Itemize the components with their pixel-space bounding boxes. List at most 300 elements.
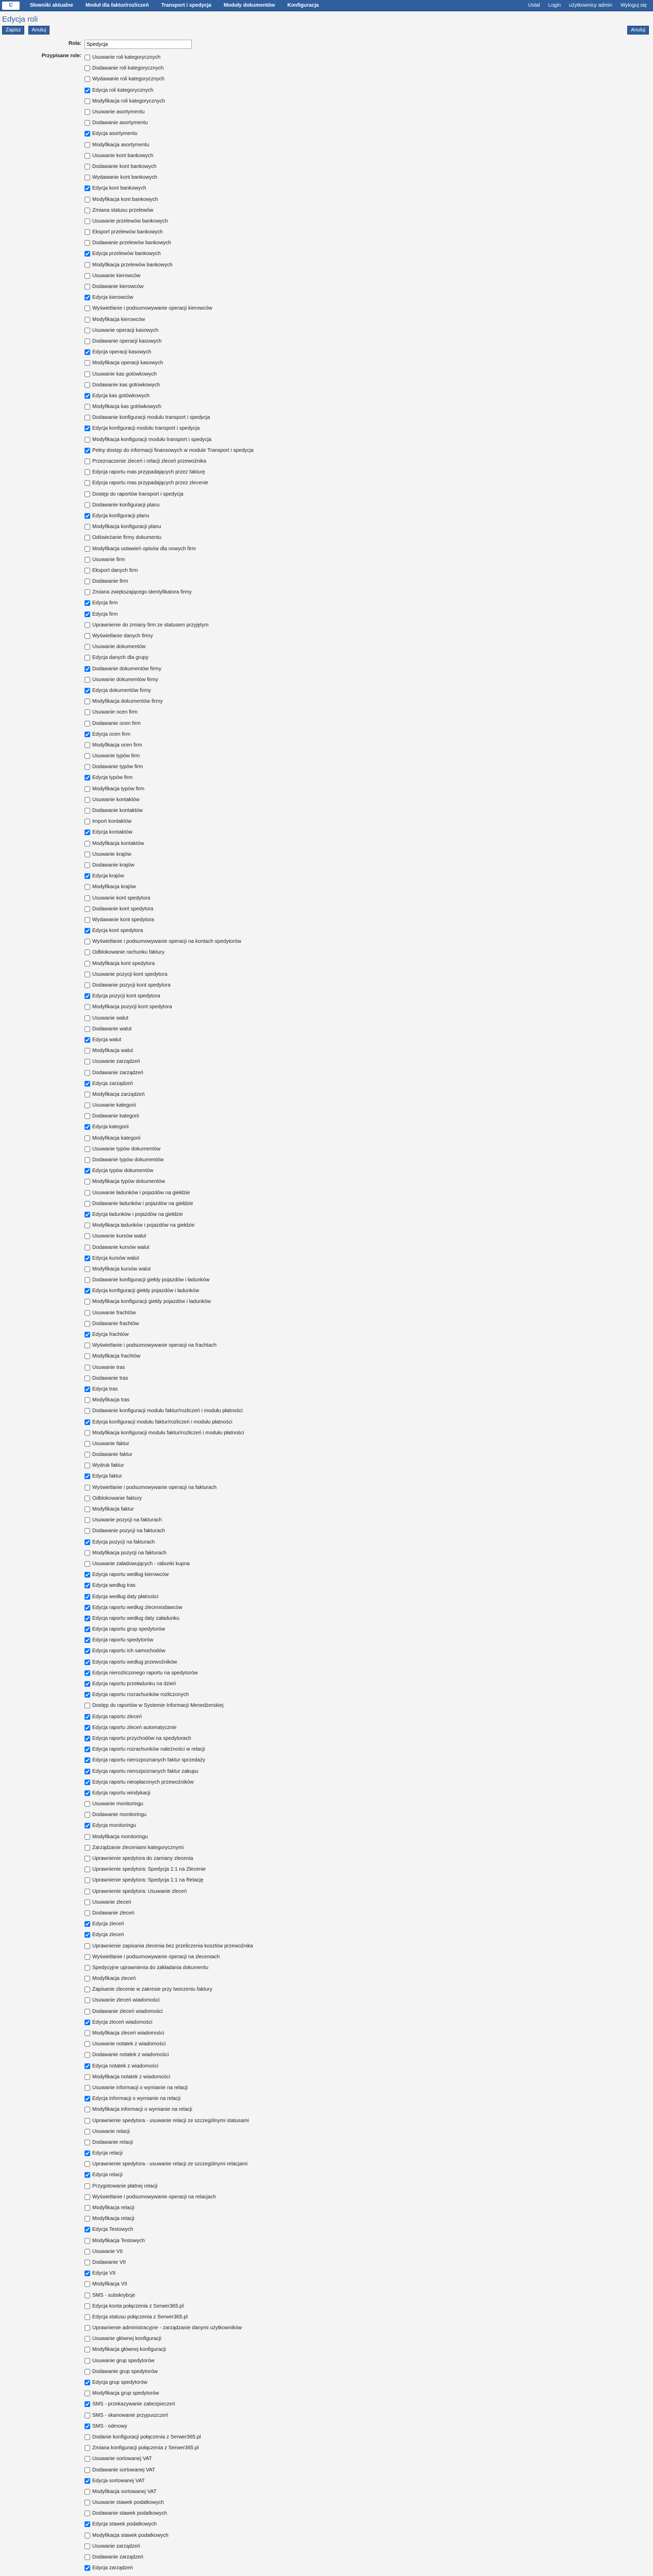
permission-label: Edycja według tras xyxy=(92,1583,136,1589)
permission-checkbox[interactable] xyxy=(85,1692,90,1698)
permission-checkbox[interactable] xyxy=(85,2096,90,2102)
permission-checkbox[interactable] xyxy=(85,2325,90,2331)
permission-label: Usuwanie operacji kasowych xyxy=(92,327,159,333)
permission-checkbox[interactable] xyxy=(85,469,90,475)
permission-checkbox[interactable] xyxy=(85,1070,90,1076)
permission-checkbox[interactable] xyxy=(85,153,90,159)
permission-item xyxy=(85,1548,651,1558)
permission-item xyxy=(85,1493,651,1504)
permission-checkbox[interactable] xyxy=(85,1736,90,1741)
permission-checkbox[interactable] xyxy=(85,349,90,355)
permission-checkbox[interactable] xyxy=(85,1769,90,1774)
permission-checkbox[interactable] xyxy=(85,306,90,311)
permission-item xyxy=(85,85,651,96)
permission-label: Edycja pozycji na fakturach xyxy=(92,1539,155,1545)
permission-checkbox[interactable] xyxy=(85,1353,90,1359)
permission-checkbox[interactable] xyxy=(85,1976,90,1981)
permission-checkbox[interactable] xyxy=(85,1113,90,1119)
permission-checkbox[interactable] xyxy=(85,557,90,563)
permission-checkbox[interactable] xyxy=(85,1659,90,1665)
permission-checkbox[interactable] xyxy=(85,1146,90,1152)
permission-checkbox[interactable] xyxy=(85,742,90,748)
permission-checkbox[interactable] xyxy=(85,1877,90,1883)
permission-checkbox[interactable] xyxy=(85,1485,90,1490)
permission-checkbox[interactable] xyxy=(85,950,90,955)
permission-item xyxy=(85,52,651,63)
permission-checkbox[interactable] xyxy=(85,229,90,235)
permission-checkbox[interactable] xyxy=(85,2565,90,2571)
permission-item xyxy=(85,1133,651,1144)
permission-checkbox[interactable] xyxy=(85,262,90,268)
permission-checkbox[interactable] xyxy=(85,2172,90,2178)
permission-checkbox[interactable] xyxy=(85,164,90,170)
permission-checkbox[interactable] xyxy=(85,1365,90,1370)
permission-checkbox[interactable] xyxy=(85,2074,90,2080)
permission-checkbox[interactable] xyxy=(85,1517,90,1523)
permission-checkbox[interactable] xyxy=(85,1845,90,1851)
permission-checkbox[interactable] xyxy=(85,1266,90,1272)
permission-checkbox[interactable] xyxy=(85,644,90,650)
permission-checkbox[interactable] xyxy=(85,2227,90,2232)
permission-checkbox[interactable] xyxy=(85,764,90,770)
menu-item-user[interactable]: użytkownicy admin xyxy=(569,3,612,8)
permission-checkbox[interactable] xyxy=(85,142,90,148)
permission-checkbox[interactable] xyxy=(85,1103,90,1108)
permission-checkbox[interactable] xyxy=(85,208,90,213)
permission-checkbox[interactable] xyxy=(85,524,90,530)
permission-checkbox[interactable] xyxy=(85,1965,90,1971)
permission-checkbox[interactable] xyxy=(85,612,90,617)
permission-checkbox[interactable] xyxy=(85,371,90,377)
permission-item xyxy=(85,772,651,783)
permission-checkbox[interactable] xyxy=(85,295,90,300)
permission-checkbox[interactable] xyxy=(85,2533,90,2538)
permission-label: Edycja roli kategorycznych xyxy=(92,87,154,93)
permission-checkbox[interactable] xyxy=(85,819,90,824)
permission-checkbox[interactable] xyxy=(85,1419,90,1425)
permission-checkbox[interactable] xyxy=(85,1343,90,1348)
permission-label: Dodawanie ładunków i pojazdów na giełdzie xyxy=(92,1200,193,1207)
permission-checkbox[interactable] xyxy=(85,2500,90,2505)
permission-checkbox[interactable] xyxy=(85,1616,90,1621)
permission-checkbox[interactable] xyxy=(85,1004,90,1010)
logout-link[interactable]: Wyloguj się xyxy=(620,3,647,8)
permission-checkbox[interactable] xyxy=(85,1648,90,1654)
permission-checkbox[interactable] xyxy=(85,109,90,115)
permission-checkbox[interactable] xyxy=(85,1048,90,1054)
permission-checkbox[interactable] xyxy=(85,415,90,420)
permission-checkbox[interactable] xyxy=(85,1900,90,1905)
permission-checkbox[interactable] xyxy=(85,775,90,781)
permission-checkbox[interactable] xyxy=(85,1473,90,1479)
permission-checkbox[interactable] xyxy=(85,2238,90,2244)
permission-checkbox[interactable] xyxy=(85,1397,90,1403)
permission-checkbox[interactable] xyxy=(85,982,90,988)
permission-checkbox[interactable] xyxy=(85,448,90,453)
permission-label: Import kontaktów xyxy=(92,819,132,825)
permission-checkbox[interactable] xyxy=(85,1703,90,1708)
permission-checkbox[interactable] xyxy=(85,382,90,388)
permission-checkbox[interactable] xyxy=(85,1757,90,1763)
permission-checkbox[interactable] xyxy=(85,699,90,704)
permission-checkbox[interactable] xyxy=(85,175,90,180)
permission-label: Usuwanie dokumentów firmy xyxy=(92,676,158,683)
permission-checkbox[interactable] xyxy=(85,2085,90,2091)
permission-checkbox[interactable] xyxy=(85,1572,90,1578)
permission-checkbox[interactable] xyxy=(85,1408,90,1414)
permission-checkbox[interactable] xyxy=(85,688,90,693)
permission-checkbox[interactable] xyxy=(85,797,90,803)
permission-checkbox[interactable] xyxy=(85,185,90,191)
permission-item xyxy=(85,521,651,532)
permission-checkbox[interactable] xyxy=(85,1201,90,1207)
permission-checkbox[interactable] xyxy=(85,829,90,835)
permission-label: Pełny dostęp do informacji finansowych w module Transport i spedycja xyxy=(92,447,254,453)
permission-checkbox[interactable] xyxy=(85,1790,90,1796)
permission-label: Edycja zleceń xyxy=(92,1932,124,1938)
permission-checkbox[interactable] xyxy=(85,1921,90,1927)
permission-checkbox[interactable] xyxy=(85,1780,90,1785)
permission-checkbox[interactable] xyxy=(85,2434,90,2440)
permission-checkbox[interactable] xyxy=(85,2161,90,2167)
permission-checkbox[interactable] xyxy=(85,1288,90,1294)
permission-checkbox[interactable] xyxy=(85,2401,90,2407)
permission-checkbox[interactable] xyxy=(85,972,90,977)
permission-checkbox[interactable] xyxy=(85,2544,90,2549)
permission-checkbox[interactable] xyxy=(85,666,90,672)
permission-item xyxy=(85,2486,651,2497)
permission-checkbox[interactable] xyxy=(85,862,90,868)
permission-checkbox[interactable] xyxy=(85,1812,90,1818)
permission-checkbox[interactable] xyxy=(85,1997,90,2003)
permission-checkbox[interactable] xyxy=(85,1943,90,1949)
permission-checkbox[interactable] xyxy=(85,2140,90,2145)
permission-checkbox[interactable] xyxy=(85,1441,90,1447)
permission-item xyxy=(85,784,651,794)
permission-checkbox[interactable] xyxy=(85,535,90,540)
permission-item xyxy=(85,2399,651,2410)
permission-checkbox[interactable] xyxy=(85,1834,90,1840)
permission-item xyxy=(85,412,651,423)
permission-checkbox[interactable] xyxy=(85,328,90,333)
permission-checkbox[interactable] xyxy=(85,732,90,737)
permission-checkbox[interactable] xyxy=(85,1539,90,1545)
permission-checkbox[interactable] xyxy=(85,88,90,93)
permission-checkbox[interactable] xyxy=(85,1932,90,1938)
permission-checkbox[interactable] xyxy=(85,961,90,967)
permission-checkbox[interactable] xyxy=(85,1092,90,1097)
permission-checkbox[interactable] xyxy=(85,513,90,519)
permission-checkbox[interactable] xyxy=(85,1310,90,1316)
permission-label: Spedycyjne uprawnienia do zakładania dokumentu xyxy=(92,1964,209,1971)
permission-checkbox[interactable] xyxy=(85,404,90,410)
permission-checkbox[interactable] xyxy=(85,939,90,944)
menu-item-transport[interactable]: Transport i spedycja xyxy=(161,3,211,8)
permission-checkbox[interactable] xyxy=(85,2052,90,2058)
permission-checkbox[interactable] xyxy=(85,1452,90,1458)
menu-item-dictionaries[interactable]: Słowniki aktualne xyxy=(30,3,73,8)
permission-checkbox[interactable] xyxy=(85,655,90,660)
permission-checkbox[interactable] xyxy=(85,2009,90,2014)
permission-checkbox[interactable] xyxy=(85,1157,90,1163)
permission-checkbox[interactable] xyxy=(85,2107,90,2112)
permission-item xyxy=(85,620,651,631)
permission-checkbox[interactable] xyxy=(85,1987,90,1992)
permission-checkbox[interactable] xyxy=(85,1605,90,1611)
permission-checkbox[interactable] xyxy=(85,1277,90,1283)
permission-checkbox[interactable] xyxy=(85,1223,90,1228)
permission-checkbox[interactable] xyxy=(85,1528,90,1534)
permission-checkbox[interactable] xyxy=(85,1037,90,1043)
app-logo[interactable]: C xyxy=(2,2,20,10)
permission-checkbox[interactable] xyxy=(85,251,90,257)
permission-item xyxy=(85,1908,651,1919)
permission-checkbox[interactable] xyxy=(85,1506,90,1512)
permission-checkbox[interactable] xyxy=(85,1081,90,1087)
permission-label: Edycja kont spedytora xyxy=(92,928,143,934)
permission-checkbox[interactable] xyxy=(85,2380,90,2385)
permission-checkbox[interactable] xyxy=(85,2369,90,2375)
permission-item xyxy=(85,1308,651,1318)
permission-checkbox[interactable] xyxy=(85,2063,90,2069)
permission-item xyxy=(85,1886,651,1897)
permission-checkbox[interactable] xyxy=(85,1059,90,1064)
permission-checkbox[interactable] xyxy=(85,2511,90,2516)
permission-checkbox[interactable] xyxy=(85,131,90,137)
permission-checkbox[interactable] xyxy=(85,2478,90,2484)
permission-checkbox[interactable] xyxy=(85,895,90,901)
cancel-button-right[interactable]: Anuluj xyxy=(627,26,649,35)
permission-checkbox[interactable] xyxy=(85,1321,90,1327)
permission-checkbox[interactable] xyxy=(85,1430,90,1436)
save-button[interactable]: Zapisz xyxy=(2,26,24,35)
permission-checkbox[interactable] xyxy=(85,1823,90,1828)
permission-checkbox[interactable] xyxy=(85,1670,90,1676)
permission-checkbox[interactable] xyxy=(85,1910,90,1916)
permission-checkbox[interactable] xyxy=(85,2041,90,2047)
permission-checkbox[interactable] xyxy=(85,1856,90,1861)
permission-checkbox[interactable] xyxy=(85,1233,90,1239)
permission-checkbox[interactable] xyxy=(85,55,90,60)
permission-checkbox[interactable] xyxy=(85,1245,90,1250)
permission-label: Edycja raportu nierozpoznanych faktur sprzedaży xyxy=(92,1757,206,1764)
permission-checkbox[interactable] xyxy=(85,426,90,431)
permission-checkbox[interactable] xyxy=(85,753,90,759)
permission-checkbox[interactable] xyxy=(85,2391,90,2396)
permission-checkbox[interactable] xyxy=(85,721,90,726)
permission-checkbox[interactable] xyxy=(85,808,90,814)
permission-checkbox[interactable] xyxy=(85,1299,90,1304)
permission-checkbox[interactable] xyxy=(85,1550,90,1556)
permission-checkbox[interactable] xyxy=(85,2249,90,2255)
menu-item-set[interactable]: Ustal xyxy=(528,3,540,8)
permission-checkbox[interactable] xyxy=(85,709,90,715)
permission-checkbox[interactable] xyxy=(85,2260,90,2265)
permission-checkbox[interactable] xyxy=(85,1714,90,1720)
permission-checkbox[interactable] xyxy=(85,1168,90,1174)
permission-checkbox[interactable] xyxy=(85,1801,90,1807)
permission-checkbox[interactable] xyxy=(85,2129,90,2134)
permission-checkbox[interactable] xyxy=(85,1124,90,1130)
menu-item-documents[interactable]: Moduły dokumentów xyxy=(223,3,275,8)
permission-checkbox[interactable] xyxy=(85,2030,90,2036)
role-name-input[interactable] xyxy=(85,40,192,49)
permission-checkbox[interactable] xyxy=(85,2336,90,2342)
permission-label: Dodawanie grup spedytorów xyxy=(92,2368,158,2375)
menu-item-configuration[interactable]: Konfiguracja xyxy=(287,3,319,8)
permission-item xyxy=(85,1624,651,1635)
cancel-button[interactable]: Anuluj xyxy=(28,26,50,35)
permission-item xyxy=(85,1318,651,1329)
permission-checkbox[interactable] xyxy=(85,1026,90,1032)
permission-checkbox[interactable] xyxy=(85,1867,90,1872)
permission-checkbox[interactable] xyxy=(85,2314,90,2320)
permission-checkbox[interactable] xyxy=(85,841,90,846)
permission-checkbox[interactable] xyxy=(85,2194,90,2200)
permission-checkbox[interactable] xyxy=(85,1386,90,1392)
permission-checkbox[interactable] xyxy=(85,240,90,246)
permission-checkbox[interactable] xyxy=(85,2293,90,2298)
permission-checkbox[interactable] xyxy=(85,2205,90,2211)
permission-checkbox[interactable] xyxy=(85,1376,90,1381)
menu-item-invoices[interactable]: Moduł dla faktur/rozliczeń xyxy=(85,3,149,8)
permission-label: Modyfikacja konfiguracji giełdy pojazdów i ładunków xyxy=(92,1299,211,1305)
permission-checkbox[interactable] xyxy=(85,1747,90,1752)
permission-checkbox[interactable] xyxy=(85,1626,90,1632)
permission-label: Edycja raportu według daty załadunku xyxy=(92,1615,179,1621)
permission-checkbox[interactable] xyxy=(85,1136,90,1141)
permission-checkbox[interactable] xyxy=(85,2150,90,2156)
permission-label: Edycja raportu zleceń automatycznie xyxy=(92,1724,177,1731)
permission-checkbox[interactable] xyxy=(85,2413,90,2418)
permission-checkbox[interactable] xyxy=(85,2424,90,2429)
permission-checkbox[interactable] xyxy=(85,2467,90,2473)
permission-checkbox[interactable] xyxy=(85,1463,90,1468)
permission-checkbox[interactable] xyxy=(85,2020,90,2025)
permission-checkbox[interactable] xyxy=(85,589,90,595)
permission-checkbox[interactable] xyxy=(85,1594,90,1600)
permission-checkbox[interactable] xyxy=(85,2521,90,2527)
permission-checkbox[interactable] xyxy=(85,492,90,497)
permission-checkbox[interactable] xyxy=(85,568,90,573)
permission-checkbox[interactable] xyxy=(85,480,90,486)
permission-label: Dodawanie przelewów bankowych xyxy=(92,240,171,246)
permission-label: Edycja raportu rozrachunków rozliczonych xyxy=(92,1692,189,1698)
permission-checkbox[interactable] xyxy=(85,338,90,344)
permission-checkbox[interactable] xyxy=(85,459,90,464)
permission-item xyxy=(85,216,651,227)
permission-checkbox[interactable] xyxy=(85,273,90,279)
permission-checkbox[interactable] xyxy=(85,393,90,399)
permission-checkbox[interactable] xyxy=(85,360,90,366)
permission-checkbox[interactable] xyxy=(85,1190,90,1196)
permission-checkbox[interactable] xyxy=(85,2303,90,2309)
permission-checkbox[interactable] xyxy=(85,2445,90,2451)
permission-label: Edycja faktur xyxy=(92,1473,122,1480)
permission-label: Usuwanie zleceń xyxy=(92,1899,131,1905)
permission-checkbox[interactable] xyxy=(85,1256,90,1261)
permission-checkbox[interactable] xyxy=(85,2554,90,2560)
permission-checkbox[interactable] xyxy=(85,546,90,552)
permission-checkbox[interactable] xyxy=(85,218,90,224)
permission-item xyxy=(85,2082,651,2093)
permission-checkbox[interactable] xyxy=(85,928,90,934)
permission-checkbox[interactable] xyxy=(85,284,90,290)
permission-checkbox[interactable] xyxy=(85,884,90,890)
permission-checkbox[interactable] xyxy=(85,2358,90,2364)
permission-label: Eksport danych firm xyxy=(92,567,138,573)
permission-item xyxy=(85,172,651,183)
permission-checkbox[interactable] xyxy=(85,1496,90,1501)
permission-checkbox[interactable] xyxy=(85,579,90,584)
permission-checkbox[interactable] xyxy=(85,1332,90,1337)
permission-checkbox[interactable] xyxy=(85,1212,90,1217)
permission-checkbox[interactable] xyxy=(85,1179,90,1184)
permission-checkbox[interactable] xyxy=(85,852,90,857)
permission-checkbox[interactable] xyxy=(85,502,90,508)
permission-checkbox[interactable] xyxy=(85,2270,90,2276)
permission-checkbox[interactable] xyxy=(85,2489,90,2495)
permission-checkbox[interactable] xyxy=(85,917,90,923)
permission-label: Edycja kas gotówkowych xyxy=(92,393,150,399)
permission-item xyxy=(85,205,651,216)
permission-checkbox[interactable] xyxy=(85,993,90,999)
permission-checkbox[interactable] xyxy=(85,2281,90,2287)
permission-item xyxy=(85,1668,651,1679)
menu-item-login[interactable]: Login xyxy=(548,3,561,8)
permission-checkbox[interactable] xyxy=(85,2183,90,2189)
permission-checkbox[interactable] xyxy=(85,873,90,879)
permission-label: Wyświetlanie danych firmy xyxy=(92,633,153,639)
permission-checkbox[interactable] xyxy=(85,633,90,639)
permission-label: Modyfikacja frachtów xyxy=(92,1353,141,1360)
permission-item xyxy=(85,467,651,478)
permission-checkbox[interactable] xyxy=(85,317,90,323)
permission-checkbox[interactable] xyxy=(85,1725,90,1731)
permission-checkbox[interactable] xyxy=(85,1015,90,1021)
permission-checkbox[interactable] xyxy=(85,437,90,443)
permission-item xyxy=(85,500,651,511)
permission-checkbox[interactable] xyxy=(85,600,90,606)
permission-checkbox[interactable] xyxy=(85,2456,90,2462)
permission-label: Dodawanie relacji xyxy=(92,2139,133,2145)
permission-checkbox[interactable] xyxy=(85,2216,90,2222)
permission-item xyxy=(85,1700,651,1711)
permission-checkbox[interactable] xyxy=(85,98,90,104)
permission-checkbox[interactable] xyxy=(85,65,90,71)
permission-checkbox[interactable] xyxy=(85,197,90,202)
permission-checkbox[interactable] xyxy=(85,622,90,628)
permission-checkbox[interactable] xyxy=(85,2347,90,2352)
permission-checkbox[interactable] xyxy=(85,677,90,683)
permission-checkbox[interactable] xyxy=(85,786,90,792)
permission-checkbox[interactable] xyxy=(85,2118,90,2124)
permission-label: Edycja konfiguracji planu xyxy=(92,513,149,519)
permission-checkbox[interactable] xyxy=(85,1561,90,1567)
permission-item xyxy=(85,2235,651,2246)
permission-checkbox[interactable] xyxy=(85,76,90,82)
permission-checkbox[interactable] xyxy=(85,1681,90,1687)
permission-checkbox[interactable] xyxy=(85,1954,90,1960)
permission-checkbox[interactable] xyxy=(85,1583,90,1588)
permission-checkbox[interactable] xyxy=(85,1637,90,1643)
permission-checkbox[interactable] xyxy=(85,1889,90,1894)
permission-checkbox[interactable] xyxy=(85,906,90,912)
permission-label: Usuwanie kont spedytora xyxy=(92,895,150,901)
permission-label: Dodawanie krajów xyxy=(92,862,135,868)
permission-label: Modyfikacja Testowych xyxy=(92,2238,145,2244)
permission-checkbox[interactable] xyxy=(85,120,90,126)
